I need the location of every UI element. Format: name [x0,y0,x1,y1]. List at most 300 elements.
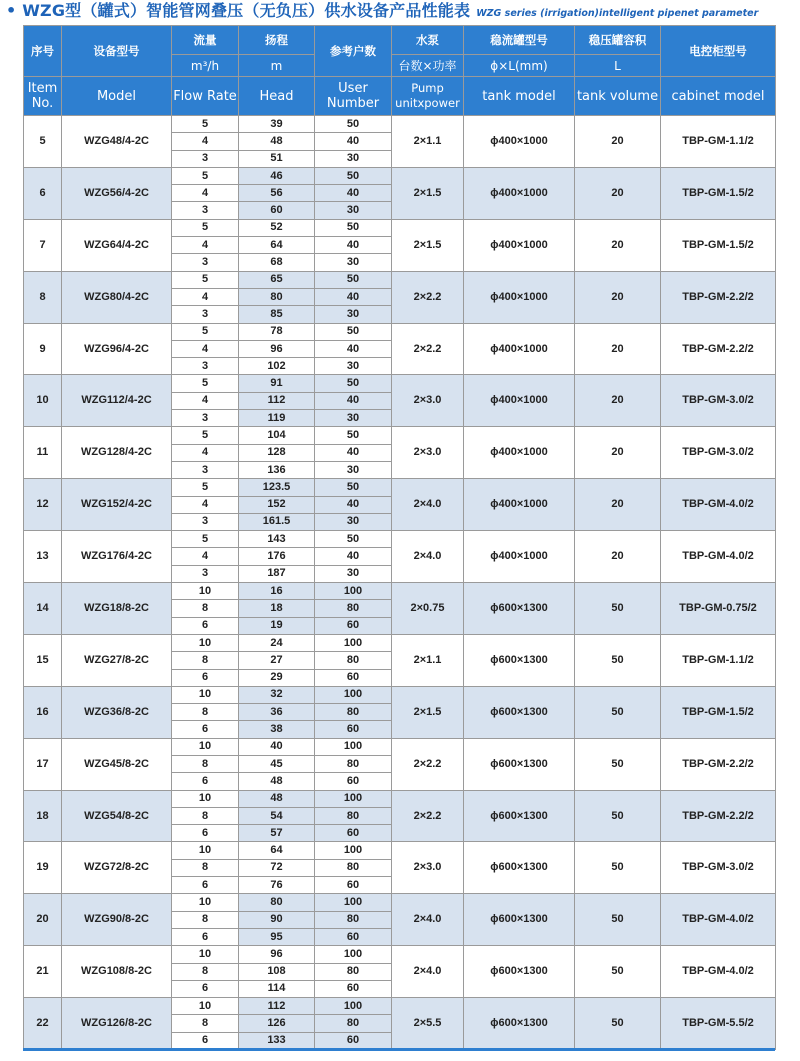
volume-cell: 20 [575,116,661,168]
flow-cell: 5 [172,427,239,444]
flow-cell: 5 [172,167,239,184]
flow-cell: 5 [172,323,239,340]
model-cell: WZG128/4-2C [62,427,172,479]
users-cell: 60 [315,721,392,738]
header-users-zh: 参考户数 [315,26,392,77]
volume-cell: 50 [575,790,661,842]
flow-cell: 6 [172,721,239,738]
flow-cell: 4 [172,237,239,254]
users-cell: 50 [315,271,392,288]
users-cell: 80 [315,911,392,928]
table-body [24,116,776,1050]
users-cell: 100 [315,686,392,703]
flow-cell: 8 [172,652,239,669]
item-no-cell: 16 [24,686,62,738]
users-cell: 40 [315,392,392,409]
tank-cell: ϕ400×1000 [464,271,575,323]
table-row [24,531,776,548]
flow-cell: 10 [172,946,239,963]
flow-cell: 4 [172,496,239,513]
header-pump-unit: 台数×功率 [392,55,464,77]
users-cell: 30 [315,150,392,167]
model-cell: WZG27/8-2C [62,634,172,686]
users-cell: 30 [315,565,392,582]
flow-cell: 3 [172,513,239,530]
item-no-cell: 15 [24,634,62,686]
cabinet-cell: TBP-GM-4.0/2 [661,479,776,531]
header-head-unit: m [239,55,315,77]
header-pump-en: Pump unitxpower [392,77,464,116]
flow-cell: 4 [172,340,239,357]
cabinet-cell: TBP-GM-0.75/2 [661,583,776,635]
table-row [24,634,776,651]
flow-cell: 10 [172,686,239,703]
flow-cell: 8 [172,1015,239,1032]
users-cell: 30 [315,513,392,530]
flow-cell: 4 [172,288,239,305]
users-cell: 40 [315,185,392,202]
volume-cell: 50 [575,842,661,894]
head-cell: 45 [239,755,315,772]
model-cell: WZG96/4-2C [62,323,172,375]
cabinet-cell: TBP-GM-1.5/2 [661,686,776,738]
users-cell: 100 [315,946,392,963]
header-users-en: User Number [315,77,392,116]
head-cell: 60 [239,202,315,219]
pump-cell: 2×2.2 [392,323,464,375]
model-cell: WZG176/4-2C [62,531,172,583]
volume-cell: 20 [575,479,661,531]
users-cell: 60 [315,825,392,842]
volume-cell: 20 [575,375,661,427]
users-cell: 100 [315,998,392,1015]
flow-cell: 3 [172,358,239,375]
head-cell: 114 [239,980,315,997]
model-cell: WZG48/4-2C [62,116,172,168]
head-cell: 24 [239,634,315,651]
users-cell: 40 [315,340,392,357]
tank-cell: ϕ400×1000 [464,479,575,531]
users-cell: 60 [315,928,392,945]
pump-cell: 2×3.0 [392,375,464,427]
users-cell: 40 [315,288,392,305]
flow-cell: 4 [172,444,239,461]
head-cell: 40 [239,738,315,755]
flow-cell: 8 [172,704,239,721]
pump-cell: 2×1.5 [392,167,464,219]
flow-cell: 6 [172,1032,239,1049]
item-no-cell: 22 [24,998,62,1050]
head-cell: 80 [239,894,315,911]
head-cell: 48 [239,133,315,150]
item-no-cell: 7 [24,219,62,271]
table-row [24,323,776,340]
cabinet-cell: TBP-GM-3.0/2 [661,427,776,479]
head-cell: 39 [239,116,315,133]
users-cell: 50 [315,116,392,133]
flow-cell: 10 [172,634,239,651]
tank-cell: ϕ600×1300 [464,946,575,998]
users-cell: 60 [315,617,392,634]
model-cell: WZG72/8-2C [62,842,172,894]
users-cell: 100 [315,790,392,807]
head-cell: 68 [239,254,315,271]
header-flow-unit: m³/h [172,55,239,77]
head-cell: 51 [239,150,315,167]
flow-cell: 6 [172,669,239,686]
head-cell: 72 [239,859,315,876]
model-cell: WZG45/8-2C [62,738,172,790]
head-cell: 176 [239,548,315,565]
users-cell: 80 [315,652,392,669]
flow-cell: 4 [172,133,239,150]
head-cell: 136 [239,461,315,478]
head-cell: 112 [239,998,315,1015]
cabinet-cell: TBP-GM-1.5/2 [661,167,776,219]
flow-cell: 10 [172,583,239,600]
table-row [24,167,776,184]
item-no-cell: 12 [24,479,62,531]
volume-cell: 20 [575,427,661,479]
head-cell: 38 [239,721,315,738]
users-cell: 60 [315,980,392,997]
users-cell: 30 [315,461,392,478]
users-cell: 80 [315,704,392,721]
item-no-cell: 11 [24,427,62,479]
volume-cell: 50 [575,998,661,1050]
head-cell: 102 [239,358,315,375]
flow-cell: 5 [172,116,239,133]
head-cell: 104 [239,427,315,444]
cabinet-cell: TBP-GM-4.0/2 [661,531,776,583]
tank-cell: ϕ400×1000 [464,531,575,583]
volume-cell: 50 [575,738,661,790]
head-cell: 90 [239,911,315,928]
model-cell: WZG56/4-2C [62,167,172,219]
head-cell: 54 [239,807,315,824]
table-row [24,738,776,755]
flow-cell: 5 [172,375,239,392]
users-cell: 100 [315,894,392,911]
flow-cell: 3 [172,306,239,323]
cabinet-cell: TBP-GM-1.1/2 [661,116,776,168]
tank-cell: ϕ600×1300 [464,686,575,738]
flow-cell: 8 [172,755,239,772]
head-cell: 48 [239,773,315,790]
users-cell: 50 [315,375,392,392]
users-cell: 40 [315,548,392,565]
users-cell: 50 [315,167,392,184]
item-no-cell: 21 [24,946,62,998]
table-row [24,894,776,911]
cabinet-cell: TBP-GM-1.5/2 [661,219,776,271]
pump-cell: 2×2.2 [392,790,464,842]
flow-cell: 6 [172,773,239,790]
model-cell: WZG152/4-2C [62,479,172,531]
flow-cell: 10 [172,894,239,911]
header-tank-unit: ϕ×L(mm) [464,55,575,77]
table-row [24,790,776,807]
head-cell: 152 [239,496,315,513]
cabinet-cell: TBP-GM-3.0/2 [661,842,776,894]
tank-cell: ϕ600×1300 [464,634,575,686]
title-en: WZG series (irrigation)intelligent pipenet parameter [476,8,759,19]
users-cell: 30 [315,202,392,219]
model-cell: WZG108/8-2C [62,946,172,998]
head-cell: 18 [239,600,315,617]
item-no-cell: 20 [24,894,62,946]
head-cell: 126 [239,1015,315,1032]
table-row [24,842,776,859]
flow-cell: 6 [172,877,239,894]
pump-cell: 2×4.0 [392,946,464,998]
users-cell: 50 [315,219,392,236]
header-tank-zh: 稳流罐型号 [464,26,575,55]
flow-cell: 8 [172,911,239,928]
users-cell: 40 [315,444,392,461]
tank-cell: ϕ400×1000 [464,167,575,219]
head-cell: 95 [239,928,315,945]
header-cab-en: cabinet model [661,77,776,116]
header-vol-unit: L [575,55,661,77]
flow-cell: 4 [172,185,239,202]
table-row [24,946,776,963]
item-no-cell: 17 [24,738,62,790]
header-item-en: Item No. [24,77,62,116]
model-cell: WZG80/4-2C [62,271,172,323]
model-cell: WZG36/8-2C [62,686,172,738]
tank-cell: ϕ400×1000 [464,116,575,168]
flow-cell: 3 [172,461,239,478]
pump-cell: 2×1.1 [392,116,464,168]
cabinet-cell: TBP-GM-1.1/2 [661,634,776,686]
head-cell: 19 [239,617,315,634]
head-cell: 128 [239,444,315,461]
pump-cell: 2×1.1 [392,634,464,686]
head-cell: 16 [239,583,315,600]
head-cell: 64 [239,237,315,254]
flow-cell: 10 [172,842,239,859]
head-cell: 85 [239,306,315,323]
users-cell: 50 [315,531,392,548]
users-cell: 80 [315,963,392,980]
header-head-en: Head [239,77,315,116]
flow-cell: 10 [172,738,239,755]
cabinet-cell: TBP-GM-2.2/2 [661,738,776,790]
flow-cell: 3 [172,254,239,271]
flow-cell: 8 [172,963,239,980]
item-no-cell: 6 [24,167,62,219]
header-tank-en: tank model [464,77,575,116]
tank-cell: ϕ600×1300 [464,842,575,894]
head-cell: 65 [239,271,315,288]
pump-cell: 2×1.5 [392,219,464,271]
cabinet-cell: TBP-GM-3.0/2 [661,375,776,427]
header-model-en: Model [62,77,172,116]
users-cell: 30 [315,254,392,271]
users-cell: 60 [315,773,392,790]
table-header [24,26,776,116]
flow-cell: 6 [172,617,239,634]
cabinet-cell: TBP-GM-4.0/2 [661,894,776,946]
head-cell: 29 [239,669,315,686]
item-no-cell: 10 [24,375,62,427]
flow-cell: 3 [172,202,239,219]
flow-cell: 5 [172,479,239,496]
header-model-zh: 设备型号 [62,26,172,77]
users-cell: 80 [315,755,392,772]
pump-cell: 2×1.5 [392,686,464,738]
pump-cell: 2×4.0 [392,479,464,531]
pump-cell: 2×4.0 [392,531,464,583]
tank-cell: ϕ400×1000 [464,427,575,479]
item-no-cell: 14 [24,583,62,635]
item-no-cell: 18 [24,790,62,842]
users-cell: 50 [315,479,392,496]
flow-cell: 10 [172,790,239,807]
head-cell: 36 [239,704,315,721]
volume-cell: 20 [575,323,661,375]
table-row [24,375,776,392]
users-cell: 60 [315,1032,392,1049]
users-cell: 30 [315,306,392,323]
flow-cell: 5 [172,531,239,548]
users-cell: 60 [315,669,392,686]
head-cell: 52 [239,219,315,236]
head-cell: 96 [239,340,315,357]
users-cell: 100 [315,738,392,755]
head-cell: 108 [239,963,315,980]
volume-cell: 50 [575,686,661,738]
tank-cell: ϕ600×1300 [464,583,575,635]
flow-cell: 3 [172,565,239,582]
users-cell: 80 [315,807,392,824]
volume-cell: 20 [575,167,661,219]
head-cell: 91 [239,375,315,392]
tank-cell: ϕ400×1000 [464,375,575,427]
header-head-zh: 扬程 [239,26,315,55]
pump-cell: 2×5.5 [392,998,464,1050]
table-row [24,686,776,703]
page-title [6,0,758,22]
flow-cell: 8 [172,600,239,617]
users-cell: 40 [315,133,392,150]
head-cell: 76 [239,877,315,894]
flow-cell: 3 [172,150,239,167]
flow-cell: 4 [172,548,239,565]
cabinet-cell: TBP-GM-4.0/2 [661,946,776,998]
head-cell: 119 [239,410,315,427]
table-row [24,219,776,236]
flow-cell: 5 [172,271,239,288]
cabinet-cell: TBP-GM-2.2/2 [661,790,776,842]
head-cell: 56 [239,185,315,202]
table-row [24,998,776,1015]
model-cell: WZG64/4-2C [62,219,172,271]
head-cell: 78 [239,323,315,340]
users-cell: 30 [315,410,392,427]
flow-cell: 6 [172,928,239,945]
pump-cell: 2×3.0 [392,842,464,894]
users-cell: 80 [315,1015,392,1032]
pump-cell: 2×2.2 [392,271,464,323]
model-cell: WZG90/8-2C [62,894,172,946]
tank-cell: ϕ600×1300 [464,738,575,790]
tank-cell: ϕ400×1000 [464,323,575,375]
head-cell: 80 [239,288,315,305]
item-no-cell: 9 [24,323,62,375]
table-row [24,583,776,600]
volume-cell: 50 [575,894,661,946]
users-cell: 100 [315,842,392,859]
head-cell: 143 [239,531,315,548]
item-no-cell: 8 [24,271,62,323]
pump-cell: 2×4.0 [392,894,464,946]
title-zh: • WZG型（罐式）智能管网叠压（无负压）供水设备产品性能表 [6,1,471,20]
users-cell: 50 [315,427,392,444]
cabinet-cell: TBP-GM-5.5/2 [661,998,776,1050]
head-cell: 27 [239,652,315,669]
users-cell: 80 [315,600,392,617]
users-cell: 30 [315,358,392,375]
header-item-zh: 序号 [24,26,62,77]
volume-cell: 20 [575,219,661,271]
bottom-rule [23,1048,775,1051]
volume-cell: 20 [575,271,661,323]
head-cell: 123.5 [239,479,315,496]
item-no-cell: 13 [24,531,62,583]
head-cell: 32 [239,686,315,703]
head-cell: 64 [239,842,315,859]
tank-cell: ϕ600×1300 [464,790,575,842]
flow-cell: 6 [172,825,239,842]
header-cab-zh: 电控柜型号 [661,26,776,77]
header-flow-en: Flow Rate [172,77,239,116]
header-flow-zh: 流量 [172,26,239,55]
head-cell: 57 [239,825,315,842]
head-cell: 161.5 [239,513,315,530]
table-row [24,479,776,496]
volume-cell: 50 [575,946,661,998]
volume-cell: 50 [575,634,661,686]
flow-cell: 8 [172,859,239,876]
users-cell: 50 [315,323,392,340]
model-cell: WZG112/4-2C [62,375,172,427]
users-cell: 100 [315,634,392,651]
pump-cell: 2×2.2 [392,738,464,790]
head-cell: 187 [239,565,315,582]
item-no-cell: 19 [24,842,62,894]
users-cell: 100 [315,583,392,600]
tank-cell: ϕ600×1300 [464,894,575,946]
item-no-cell: 5 [24,116,62,168]
head-cell: 96 [239,946,315,963]
tank-cell: ϕ600×1300 [464,998,575,1050]
header-pump-zh: 水泵 [392,26,464,55]
head-cell: 112 [239,392,315,409]
tank-cell: ϕ400×1000 [464,219,575,271]
model-cell: WZG126/8-2C [62,998,172,1050]
head-cell: 46 [239,167,315,184]
table-row [24,116,776,133]
flow-cell: 4 [172,392,239,409]
users-cell: 80 [315,859,392,876]
flow-cell: 8 [172,807,239,824]
users-cell: 40 [315,237,392,254]
pump-cell: 2×0.75 [392,583,464,635]
header-vol-zh: 稳压罐容积 [575,26,661,55]
model-cell: WZG18/8-2C [62,583,172,635]
